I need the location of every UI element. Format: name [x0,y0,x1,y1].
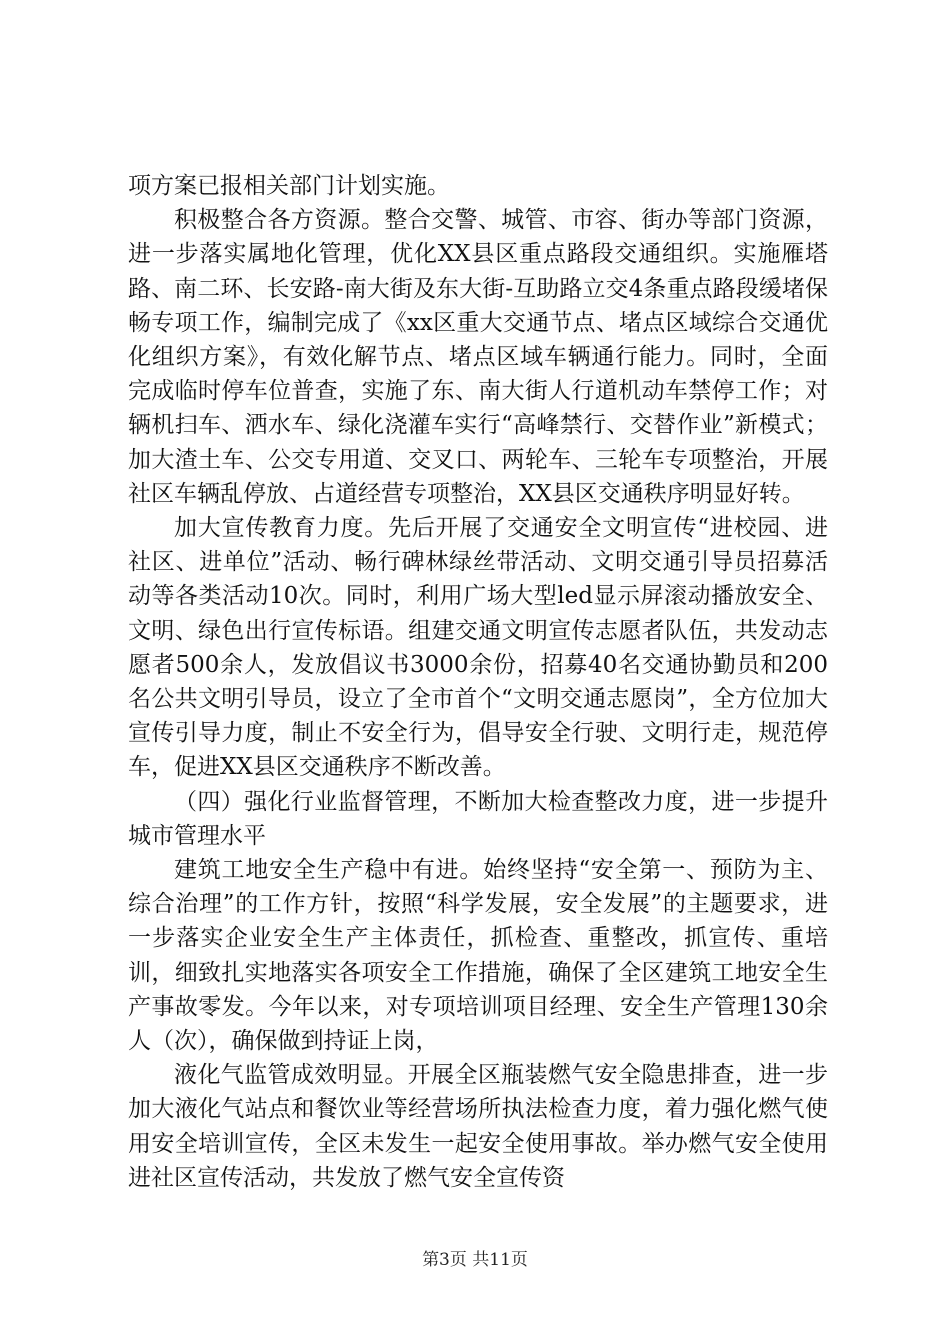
paragraph-lpg-supervision: 液化气监管成效明显。开展全区瓶装燃气安全隐患排查，进一步加大液化气站点和餐饮业等经营场所执法检查力度，着力强化燃气使用安全培训宣传，全区未发生一起安全使用事故。举办燃气安全使用进社区宣传活动，共发放了燃气安全宣传资 [128,1062,828,1191]
page-footer: 第3页 共11页 [422,1250,528,1270]
paragraph-construction-safety: 建筑工地安全生产稳中有进。始终坚持“安全第一、预防为主、综合治理”的工作方针，按照“科学发展，安全发展”的主题要求，进一步落实企业安全生产主体责任，抓检查、重整改，抓宣传、重培训，细致扎实地落实各项安全工作措施，确保了全区建筑工地安全生产事故零发。今年以来，对专项培训项目经理、安全生产管理130余人（次），确保做到持证上岗， [128,857,828,1055]
paragraph-publicity-education: 加大宣传教育力度。先后开展了交通安全文明宣传“进校园、进社区、进单位”活动、畅行碑林绿丝带活动、文明交通引导员招募活动等各类活动10次。同时，利用广场大型led显示屏滚动播放安全、文明、绿色出行宣传标语。组建交通文明宣传志愿者队伍，共发动志愿者500余人，发放倡议书3000余份，招募40名交通协勤员和200名公共文明引导员，设立了全市首个“文明交通志愿岗”，全方位加大宣传引导力度，制止不安全行为，倡导安全行驶、文明行走，规范停车，促进XX县区交通秩序不断改善。 [128,515,828,781]
paragraph-continuation: 项方案已报相关部门计划实施。 [128,173,450,199]
paragraph-resource-integration: 积极整合各方资源。整合交警、城管、市容、街办等部门资源，进一步落实属地化管理，优化XX县区重点路段交通组织。实施雁塔路、南二环、长安路-南大街及东大街-互助路立交4条重点路段缓堵保畅专项工作，编制完成了《xx区重大交通节点、堵点区域综合交通优化组织方案》，有效化解节点、堵点区域车辆通行能力。同时，全面完成临时停车位普查，实施了东、南大街人行道机动车禁停工作；对辆机扫车、洒水车、绿化浇灌车实行“高峰禁行、交替作业”新模式；加大渣土车、公交专用道、交叉口、两轮车、三轮车专项整治，开展社区车辆乱停放、占道经营专项整治，XX县区交通秩序明显好转。 [128,207,828,507]
document-body [128,169,828,1195]
section-heading-four: （四）强化行业监督管理，不断加大检查整改力度，进一步提升城市管理水平 [128,788,828,849]
